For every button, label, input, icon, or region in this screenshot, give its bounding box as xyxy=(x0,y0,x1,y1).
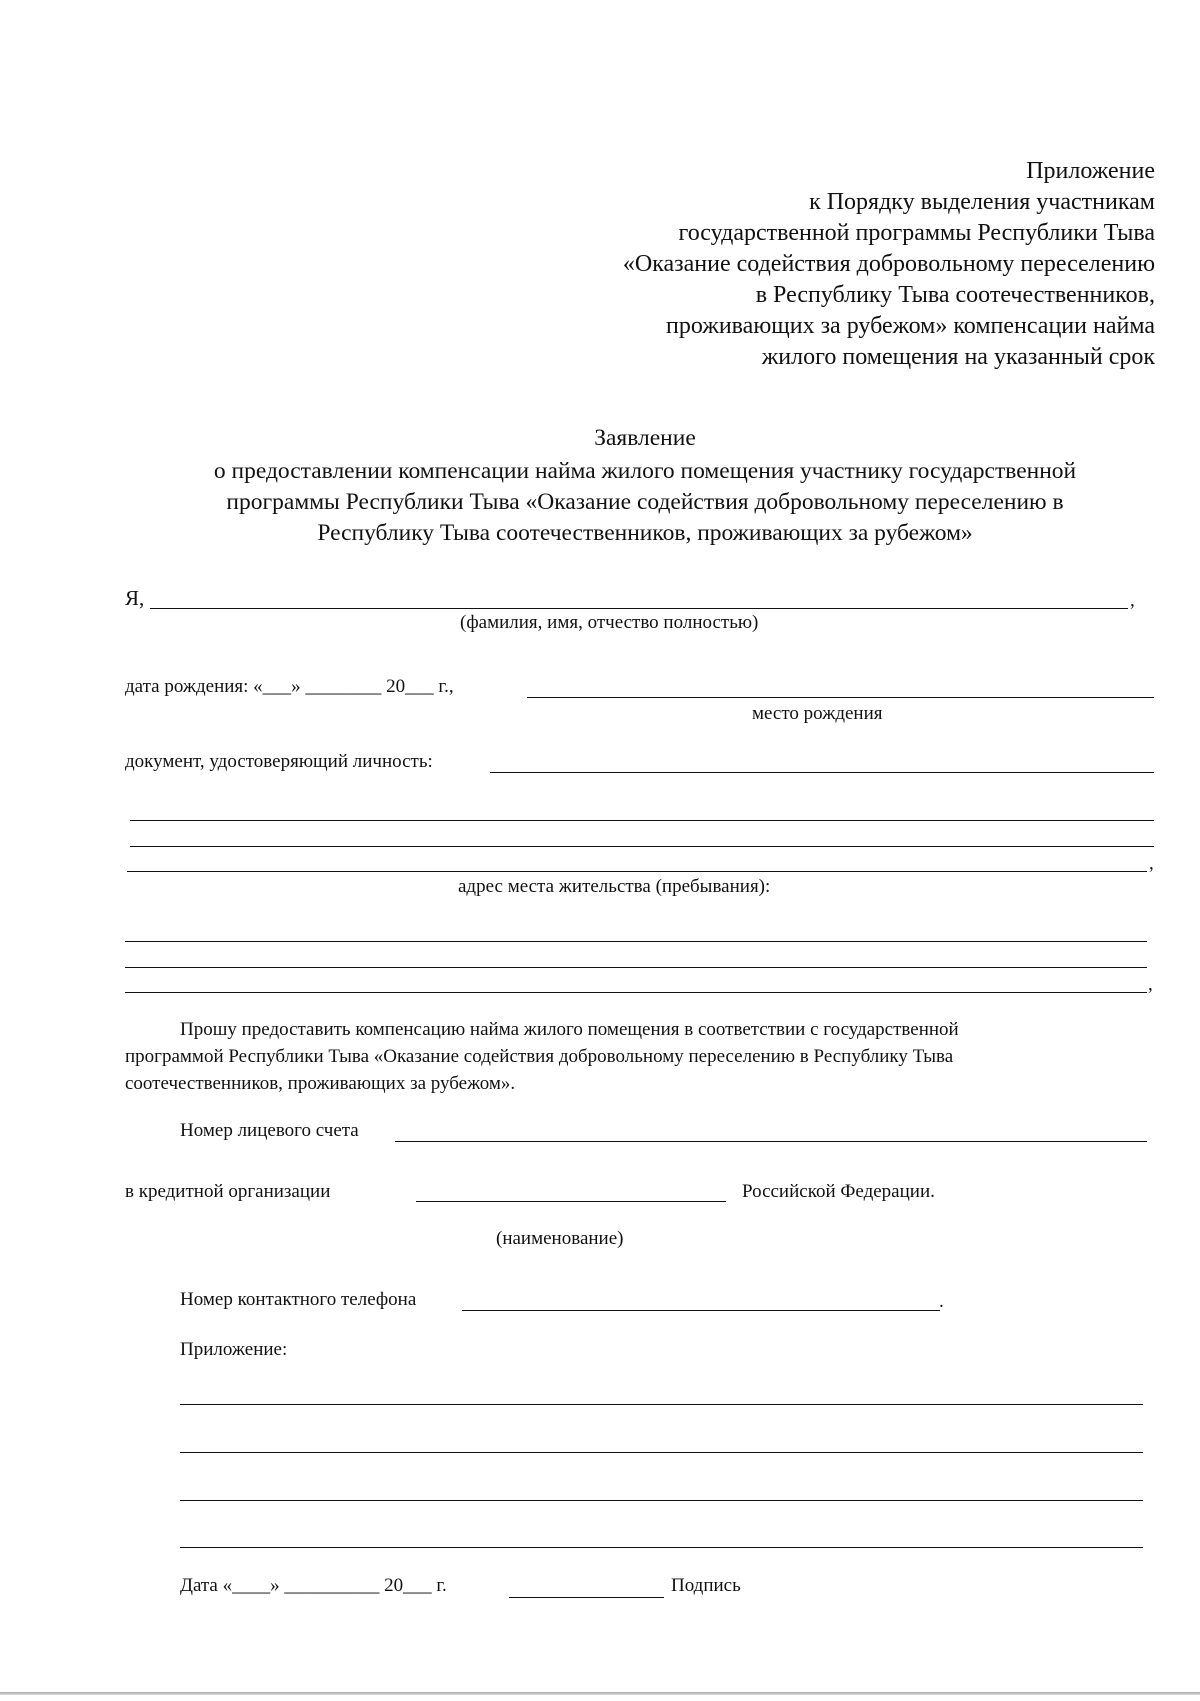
title-line: о предоставлении компенсации найма жилого помещения участнику государственной xyxy=(213,458,1077,484)
signature-label: Подпись xyxy=(671,1575,741,1596)
address-caption: адрес места жительства (пребывания): xyxy=(458,876,771,897)
attachment-line[interactable] xyxy=(180,1452,1143,1453)
request-line: соотечественников, проживающих за рубежом». xyxy=(125,1073,516,1094)
document-field[interactable] xyxy=(490,772,1154,773)
bank-label: в кредитной организации xyxy=(125,1181,331,1202)
page-bottom-edge xyxy=(0,1692,1200,1695)
document-field-line[interactable] xyxy=(130,846,1154,847)
document-field-line[interactable] xyxy=(130,820,1154,821)
address-comma: , xyxy=(1148,974,1153,995)
birthplace-caption: место рождения xyxy=(752,703,883,724)
fio-field[interactable] xyxy=(150,608,1128,609)
signature-field[interactable] xyxy=(509,1597,664,1598)
birthplace-field[interactable] xyxy=(527,697,1154,698)
account-label: Номер лицевого счета xyxy=(180,1120,359,1141)
appendix-line: проживающих за рубежом» компенсации найма xyxy=(665,313,1155,339)
bank-suffix: Российской Федерации. xyxy=(742,1181,935,1202)
account-field[interactable] xyxy=(395,1141,1147,1142)
phone-label: Номер контактного телефона xyxy=(180,1289,417,1310)
request-line: программой Республики Тыва «Оказание содействия добровольному переселению в Республику Тыва xyxy=(125,1046,954,1067)
bank-name-field[interactable] xyxy=(416,1201,726,1202)
ya-label: Я, xyxy=(125,586,145,610)
appendix-line: к Порядку выделения участникам xyxy=(809,189,1155,215)
request-line: Прошу предоставить компенсацию найма жилого помещения в соответствии с государственной xyxy=(180,1019,959,1040)
address-field-line[interactable] xyxy=(125,941,1147,942)
appendix-line: государственной программы Республики Тыва xyxy=(678,220,1155,246)
bank-caption: (наименование) xyxy=(496,1228,624,1249)
fio-caption: (фамилия, имя, отчество полностью) xyxy=(460,612,759,633)
title-line: программы Республики Тыва «Оказание содействия добровольному переселению в xyxy=(226,489,1064,515)
document-field-line[interactable] xyxy=(127,871,1147,872)
document-comma: , xyxy=(1149,853,1154,874)
phone-field[interactable] xyxy=(462,1310,940,1311)
attachment-line[interactable] xyxy=(180,1404,1143,1405)
fio-comma: , xyxy=(1130,590,1135,611)
document-label: документ, удостоверяющий личность: xyxy=(125,751,433,772)
title-line: Республику Тыва соотечественников, проживающих за рубежом» xyxy=(317,520,973,546)
date-label: Дата «____» __________ 20___ г. xyxy=(180,1575,447,1596)
address-field-line[interactable] xyxy=(125,992,1147,993)
document-title: Заявление xyxy=(594,425,696,451)
attachment-line[interactable] xyxy=(180,1547,1143,1548)
attachment-line[interactable] xyxy=(180,1500,1143,1501)
birth-date-label: дата рождения: «___» ________ 20___ г., xyxy=(125,676,454,697)
appendix-line: «Оказание содействия добровольному переселению xyxy=(622,251,1155,277)
attachments-label: Приложение: xyxy=(180,1339,288,1360)
appendix-header xyxy=(623,156,1155,373)
address-field-line[interactable] xyxy=(125,967,1147,968)
appendix-line: в Республику Тыва соотечественников, xyxy=(755,282,1155,308)
phone-period: . xyxy=(939,1291,944,1312)
appendix-line: Приложение xyxy=(1026,158,1155,184)
appendix-line: жилого помещения на указанный срок xyxy=(761,344,1155,370)
request-paragraph xyxy=(125,1016,1153,1097)
